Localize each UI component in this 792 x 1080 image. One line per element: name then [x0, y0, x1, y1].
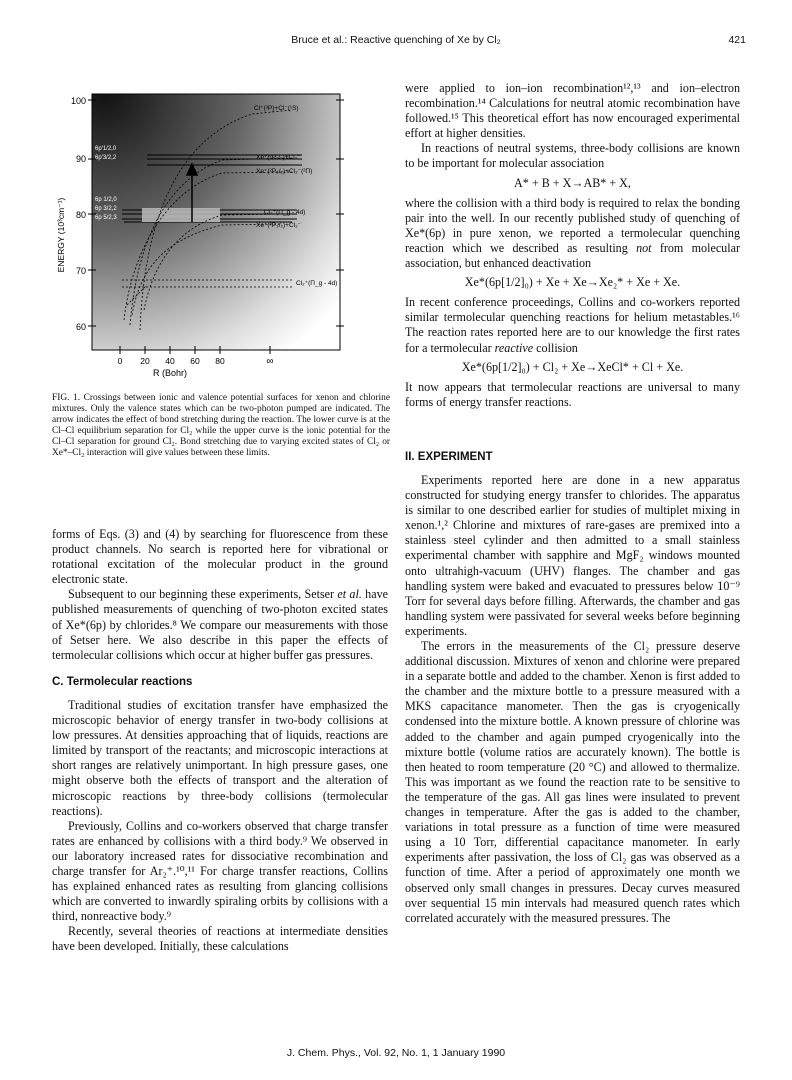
paragraph: forms of Eqs. (3) and (4) by searching for fluorescence from these product channels. No search is reported here for vibrational or rotational excitation of the molecular product in the ground electronic state. [52, 527, 388, 587]
y-axis-label: ENERGY (10³cm⁻¹) [56, 197, 66, 273]
state-label: Xe⁺(²P₃/₂)+Cl₂⁻(²Π) [256, 168, 313, 175]
paragraph: were applied to ion–ion recombination¹²,¹³ and ion–electron recombination.¹⁴ Calculations for neutral atomic recombination have followed.¹⁵ This theoretical effort has now encouraged experimental effort at higher densities. [405, 81, 740, 141]
y-tick-label: 100 [70, 96, 86, 106]
equation: A* + B + X→AB* + X, [514, 175, 631, 190]
journal-footer: J. Chem. Phys., Vol. 92, No. 1, 1 January 1990 [286, 1047, 506, 1059]
y-tick-label: 90 [75, 154, 86, 164]
paragraph: Experiments reported here are done in a new apparatus constructed for studying energy transfer to chlorides. The apparatus is similar to one described earlier for studies of multiplet mixing in xenon.¹,² Chlorine and mixtures of rare-gases are premixed into a stainless steel cylinder and then admitted to a small stainless experimental chamber with sapphire and MgF₂ windows mounted onto ultrahigh-vacuum (UHV) flanges. The chamber and gas handling system were baked and evacuated to pressures below 10⁻⁹ Torr for several days before filling. Afterwards, the chamber and gas handling system were passivated for several weeks before beginning experiments. [405, 472, 740, 638]
x-tick-label: ∞ [266, 356, 274, 367]
paragraph: It now appears that termolecular reactions are universal to many forms of energy transfer reactions. [405, 379, 740, 409]
y-tick-label: 70 [75, 266, 86, 276]
figure-1 [52, 80, 392, 390]
state-label: 6p 3/2,2 [95, 206, 117, 212]
state-label: Cl₂⁺(Π_g - 4d) [264, 209, 306, 216]
left-column [52, 527, 388, 955]
state-label: 6p 1/2,0 [95, 197, 117, 203]
state-label: 6p'1/2,0 [95, 146, 117, 152]
level-band [142, 208, 220, 222]
paragraph: The errors in the measurements of the Cl₂ pressure deserve additional discussion. Mixtures of xenon and chlorine were prepared in a separate bottle and added to the chamber. Xenon is first added to the chamber and the mixture bottle to a pressure measured with a MKS capacitance manometer. Then the gas is cryogenically condensed into the mixture bottle. A known pressure of chlorine was added to the chamber and again pumped cryogenically into the mixture bottle (volume ratios are accurately known). The bottle is then heated to room temperature (20 °C) and allowed to thermalize. This was important as we found the reaction rate to be sensitive to the temperature of the gas. All gas lines were insulated to prevent changes in temperature. After the gas is added to the chamber, variations in total pressure as a function of time were measured using a 10 Torr, differential capacitance manometer. In early experiments after passivation, the loss of Cl₂ gas was observed as a function of time. After a period of approximately one month we observed only small changes in pressures. Decay curves measured over sequential 15 min intervals had measured quench rates which correlated accurately with the measured pressures. The [405, 639, 740, 925]
figure-caption: FIG. 1. Crossings between ionic and valence potential surfaces for xenon and chlorine mixtures. Only the valence states which can be two-photon pumped are indicated. The arrow indicates the effect of bond stretching during the reaction. The lower curve is at the Cl–Cl equilibrium separation for Cl₂ while the upper curve is the ionic potential for the Cl–Cl separation for ground Cl₂. Bond stretching due to varying excited states of Cl₂ or Xe*–Cl₂ interaction will give values between these limits. [52, 393, 390, 459]
equation: Xe*(6p[1/2]₀) + Xe + Xe→Xe₂* + Xe + Xe. [464, 275, 681, 290]
x-tick-label: 60 [190, 356, 200, 366]
state-label: Cl₂⁺(Π_g - 4d) [296, 280, 338, 287]
paragraph: where the collision with a third body is required to relax the bonding pair into the well. In our recently published study of quenching of Xe*(6p) in pure xenon, we reported a termolecular quenching reaction which we described as resulting not from molecular association, but enhanced deactivation [405, 195, 740, 271]
x-tick-label: 0 [117, 356, 123, 366]
x-tick-label: 80 [215, 356, 225, 366]
equation: Xe*(6p[1/2]₀) + Cl₂ + Xe→XeCl* + Cl + Xe. [461, 359, 684, 374]
running-title: Bruce et al.: Reactive quenching of Xe by Cl₂ [291, 34, 501, 46]
paragraph: Subsequent to our beginning these experiments, Setser et al. have published measurements of quenching of two-photon excited states of Xe*(6p) by chlorides.⁸ We compare our measurements with those of Setser here. We also describe in this paper the effects of termolecular collisions which occur at higher buffer gas pressures. [52, 587, 389, 662]
paragraph: In reactions of neutral systems, three-body collisions are known to be important for molecular association [405, 141, 740, 171]
section-heading: II. EXPERIMENT [405, 450, 493, 463]
y-tick-label: 60 [75, 322, 86, 332]
state-label: 6p'3/2,2 [95, 155, 117, 161]
state-label: Cl⁺(³P)+Cl⁻(¹S) [254, 105, 299, 112]
x-axis-label: R (Bohr) [152, 368, 188, 378]
paragraph: Previously, Collins and co-workers observed that charge transfer rates are enhanced by collisions with a third body.⁹ We observed in our laboratory increased rates for dissociative recombination and charge transfer for Ar₂⁺.¹⁰,¹¹ For charge transfer reactions, Collins has explained enhanced rates as resulting from glancing collisions which are converted to inwardly spiraling orbits by collisions with a third, nonreactive body.⁹ [52, 818, 388, 924]
section-heading: C. Termolecular reactions [52, 675, 193, 688]
paragraph: Recently, several theories of reactions at intermediate densities have been developed. Initially, these calculations [52, 924, 388, 954]
page-number: 421 [728, 34, 746, 46]
running-header [0, 34, 792, 50]
paragraph: Traditional studies of excitation transfer have emphasized the microscopic behavior of energy transfer in two-body collisions at low pressures. At densities approaching that of liquids, reactions are limited by transport of the reactants; and microscopic interactions at short ranges are relatively unimportant. In high pressure gases, one might observe both the effects of transport and the alteration of microscopic reactions by three-body collisions (termolecular reactions). [52, 697, 388, 818]
paragraph: In recent conference proceedings, Collins and co-workers reported similar termolecular quenching reactions for helium metastables.¹⁶ The reaction rates reported here are to our knowledge the first rates for a termolecular reactive collision [405, 295, 740, 355]
x-tick-label: 20 [140, 356, 150, 366]
x-tick-label: 40 [165, 356, 175, 366]
right-column [405, 81, 740, 926]
state-label: 6p 5/2,3 [95, 215, 117, 221]
state-label: Xe⁺(²P₃/₂)+Cl₂⁻ [256, 222, 302, 229]
y-tick-label: 80 [75, 210, 86, 220]
state-label: Xe⁺(²P₁/₂)+Cl₂⁻ [256, 154, 301, 161]
